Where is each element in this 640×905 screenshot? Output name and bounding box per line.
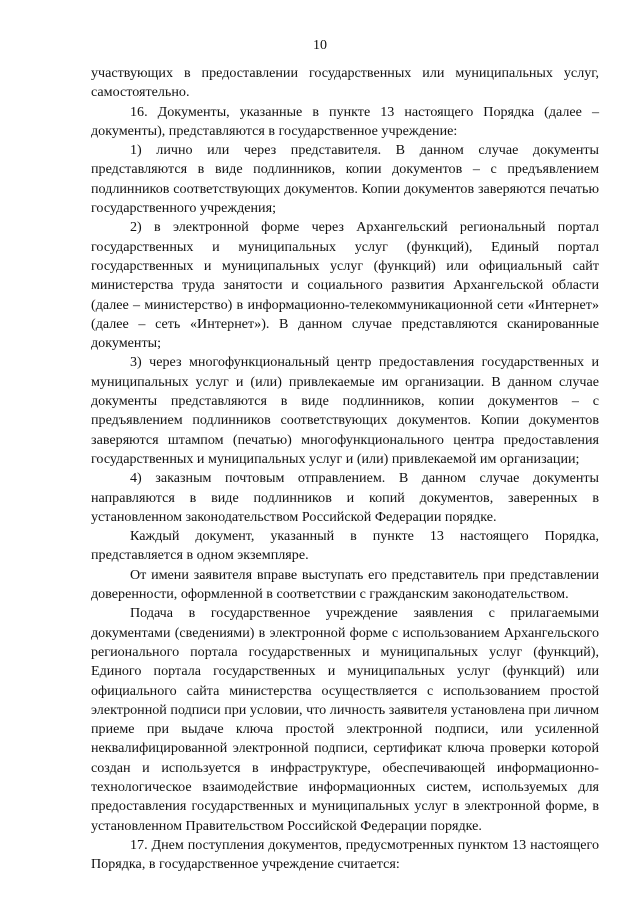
paragraph-subitem-1: 1) лично или через представителя. В данном случае документы представляются в виде подлинников, копии документов – с предъявлением подлинников соответствующих документов. Копии документов заверяются печатью государственного учреждения; — [91, 142, 599, 217]
paragraph-subitem-3: 3) через многофункциональный центр предоставления государственных и муниципальных услуг и (или) привлекаемые им организации. В данном случае документы представляются в виде подлинников, копии документов – с предъявлением подлинников соответствующих документов. Копии документов заверяются штампом (печатью) многофункционального центра предоставления государственных и муниципальных услуг и (или) привлекаемой им организации; — [91, 354, 599, 467]
paragraph-item-16: 16. Документы, указанные в пункте 13 настоящего Порядка (далее – документы), представляются в государственное учреждение: — [91, 103, 599, 139]
paragraph-representative: От имени заявителя вправе выступать его представитель при представлении доверенности, оформленной в соответствии с гражданским законодательством. — [91, 566, 599, 603]
page-number: 10 — [313, 38, 327, 53]
paragraph-item-17: 17. Днем поступления документов, предусмотренных пунктом 13 настоящего Порядка, в государственное учреждение считается: — [91, 836, 599, 873]
paragraph-single-copy: Каждый документ, указанный в пункте 13 настоящего Порядка, представляется в одном экземпляре. — [91, 528, 599, 564]
paragraph-continuation: участвующих в предоставлении государственных или муниципальных услуг, самостоятельно. — [91, 65, 599, 101]
paragraph-subitem-4: 4) заказным почтовым отправлением. В данном случае документы направляются в виде подлинников и копий документов, заверенных в установленном законодательством Российской Федерации порядке. — [91, 470, 599, 525]
paragraph-subitem-2: 2) в электронной форме через Архангельский региональный портал государственных и муниципальных услуг (функций), Единый портал государственных и муниципальных услуг (функций) или официальный сайт министерства труда занятости и социального развития Архангельской области (далее – министерство) в информационно-телекоммуникационной сети «Интернет» (далее – сеть «Интернет»). В данном случае представляются сканированные документы; — [91, 219, 599, 352]
document-body — [91, 64, 599, 874]
paragraph-electronic-submission: Подача в государственное учреждение заявления с прилагаемыми документами (сведениями) в электронной форме с использованием Архангельского регионального портала государственных и муниципальных услуг (функций), Единого портала государственных и муниципальных услуг (функций) или официального сайта министерства осуществляется с использованием простой электронной подписи при условии, что личность заявителя установлена при личном приеме при выдаче ключа простой электронной подписи, или усиленной неквалифицированной электронной подписи, сертификат ключа проверки которой создан и используется в инфраструктуре, обеспечивающей информационно-технологическое взаимодействие информационных систем, используемых для предоставления государственных и муниципальных услуг в электронной форме, в установленном Правительством Российской Федерации порядке. — [91, 605, 599, 834]
